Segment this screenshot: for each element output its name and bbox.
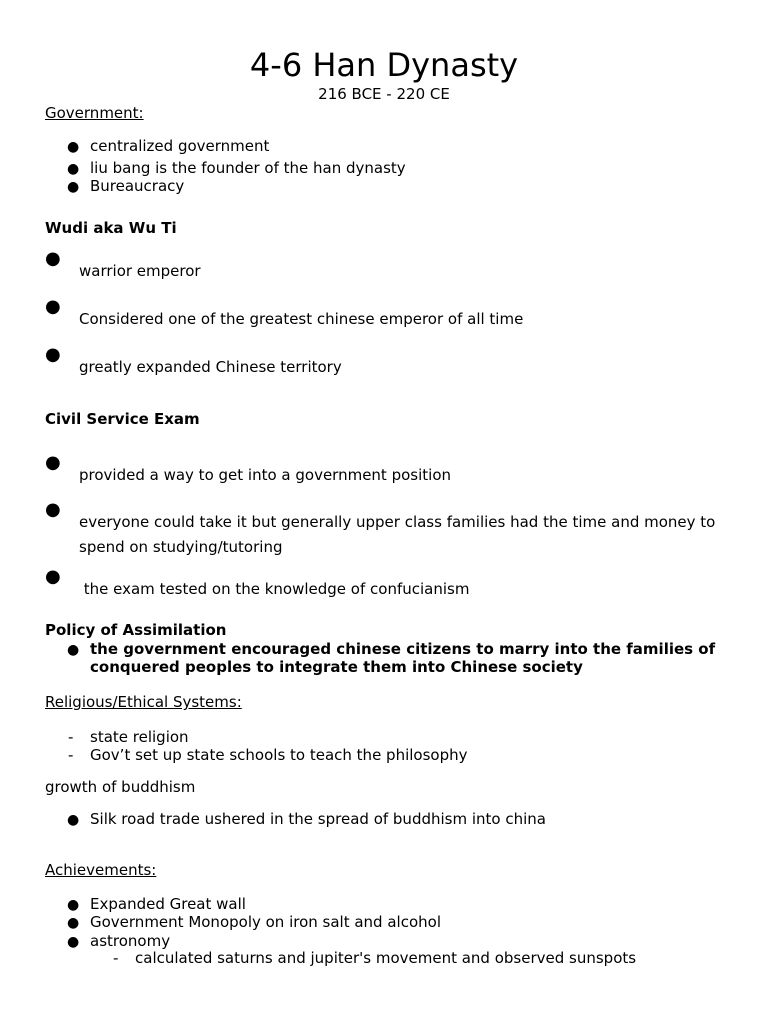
list-item: Silk road trade ushered in the spread of buddhism into china xyxy=(90,810,546,828)
list-item: state religion xyxy=(90,728,189,746)
dash-marker: - xyxy=(68,728,74,746)
list-item: Gov’t set up state schools to teach the philosophy xyxy=(90,746,468,764)
list-item: astronomy xyxy=(90,932,171,950)
list-item: liu bang is the founder of the han dynasty xyxy=(90,159,406,177)
bullet-icon: ● xyxy=(67,179,80,195)
bullet-icon: ● xyxy=(45,452,61,473)
list-item: provided a way to get into a government position xyxy=(79,466,451,484)
bullet-icon: ● xyxy=(45,248,61,269)
bullet-icon: ● xyxy=(67,897,80,913)
wudi-heading: Wudi aka Wu Ti xyxy=(45,219,177,237)
list-item: greatly expanded Chinese territory xyxy=(79,358,342,376)
list-item: Government Monopoly on iron salt and alcohol xyxy=(90,913,441,931)
bullet-icon: ● xyxy=(45,499,61,520)
list-item: Considered one of the greatest chinese emperor of all time xyxy=(79,310,524,328)
government-heading: Government: xyxy=(45,104,144,122)
bullet-icon: ● xyxy=(45,566,61,587)
bullet-icon: ● xyxy=(67,161,80,177)
list-item-continuation: spend on studying/tutoring xyxy=(79,538,283,556)
assimilation-heading: Policy of Assimilation xyxy=(45,621,227,639)
list-item: Expanded Great wall xyxy=(90,895,246,913)
list-item: everyone could take it but generally upper class families had the time and money to xyxy=(79,513,716,531)
list-item-continuation: conquered peoples to integrate them into Chinese society xyxy=(90,658,583,676)
date-range: 216 BCE - 220 CE xyxy=(318,85,450,103)
dash-marker: - xyxy=(68,746,74,764)
bullet-icon: ● xyxy=(67,934,80,950)
bullet-icon: ● xyxy=(67,915,80,931)
bullet-icon: ● xyxy=(67,642,80,658)
buddhism-heading: growth of buddhism xyxy=(45,778,196,796)
list-item: warrior emperor xyxy=(79,262,201,280)
list-item: the government encouraged chinese citizens to marry into the families of xyxy=(90,640,716,658)
list-item: Bureaucracy xyxy=(90,177,185,195)
list-item: the exam tested on the knowledge of confucianism xyxy=(79,580,470,598)
dash-marker: - xyxy=(113,949,119,967)
bullet-icon: ● xyxy=(45,296,61,317)
bullet-icon: ● xyxy=(67,139,80,155)
bullet-icon: ● xyxy=(67,812,80,828)
bullet-icon: ● xyxy=(45,344,61,365)
page-title: 4-6 Han Dynasty xyxy=(249,46,519,84)
sub-list-item: calculated saturns and jupiter's movement and observed sunspots xyxy=(135,949,637,967)
list-item: centralized government xyxy=(90,137,270,155)
religious-heading: Religious/Ethical Systems: xyxy=(45,693,242,711)
achievements-heading: Achievements: xyxy=(45,861,157,879)
civil-service-heading: Civil Service Exam xyxy=(45,410,200,428)
